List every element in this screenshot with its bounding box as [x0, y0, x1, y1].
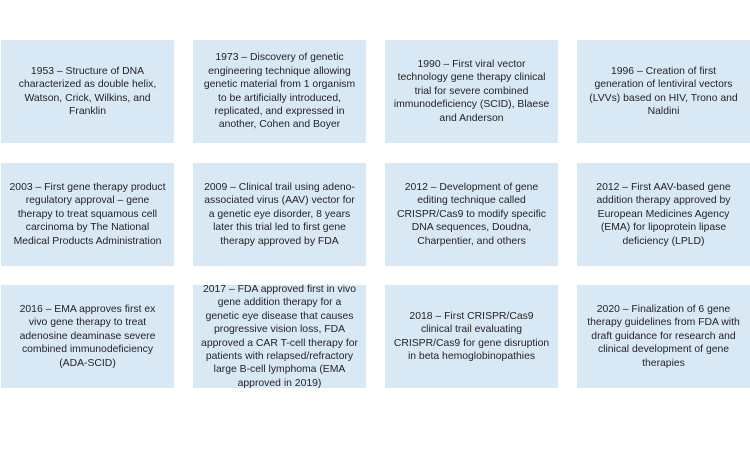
timeline-card-2017 [193, 285, 366, 388]
timeline-card-text: 2020 – Finalization of 6 gene therapy guidelines from FDA with draft guidance for research and clinical development of gene therapies [587, 303, 740, 369]
timeline-card-text: 2003 – First gene therapy product regulatory approval – gene therapy to treat squamous cell carcinoma by The National Medical Products Administration [9, 181, 166, 247]
timeline-card-2009 [193, 163, 366, 266]
timeline-card-1990 [385, 40, 558, 143]
timeline-card-2016 [1, 285, 174, 388]
timeline-card-1953 [1, 40, 174, 143]
timeline-card-2003 [1, 163, 174, 266]
timeline-card-text: 1996 – Creation of first generation of lentiviral vectors (LVVs) based on HIV, Trono and Naldini [589, 65, 738, 117]
timeline-card-text: 2012 – Development of gene editing technique called CRISPR/Cas9 to modify specific DNA sequences, Doudna, Charpentier, and others [397, 181, 546, 247]
timeline-card-text: 1973 – Discovery of genetic engineering technique allowing genetic material from 1 organism to be artificially introduced, replicated, and expressed in another, Cohen and Boyer [203, 52, 356, 131]
timeline-card-text: 1953 – Structure of DNA characterized as double helix, Watson, Crick, Wilkins, and Franklin [18, 65, 157, 117]
timeline-card-text: 2009 – Clinical trail using adeno-associated virus (AAV) vector for a genetic eye disorder, 8 years later this trial led to first gene therapy approved by FDA [204, 181, 355, 247]
timeline-card-1996 [577, 40, 750, 143]
timeline-card-text: 2016 – EMA approves first ex vivo gene therapy to treat adenosine deaminase severe combined immunodeficiency (ADA-SCID) [19, 303, 156, 369]
timeline-card-text: 2012 – First AAV-based gene addition therapy approved by European Medicines Agency (EMA) for lipoprotein lipase deficiency (LPLD) [596, 181, 731, 247]
timeline-card-text: 2018 – First CRISPR/Cas9 clinical trail evaluating CRISPR/Cas9 for gene disruption in beta hemoglobinopathies [393, 310, 550, 362]
timeline-card-2012-aav [577, 163, 750, 266]
timeline-card-2020 [577, 285, 750, 388]
timeline-card-2012-crispr [385, 163, 558, 266]
timeline-card-1973 [193, 40, 366, 143]
timeline-card-text: 2017 – FDA approved first in vivo gene addition therapy for a genetic eye disease that causes progressive vision loss, FDA approved a CAR T-cell therapy for patients with relapsed/refractory large B-cell lymphoma (EMA approved in 2019) [201, 283, 358, 389]
timeline-card-text: 1990 – First viral vector technology gene therapy clinical trial for severe combined immunodeficiency (SCID), Blaese and Anderson [393, 58, 550, 124]
timeline-card-2018 [385, 285, 558, 388]
